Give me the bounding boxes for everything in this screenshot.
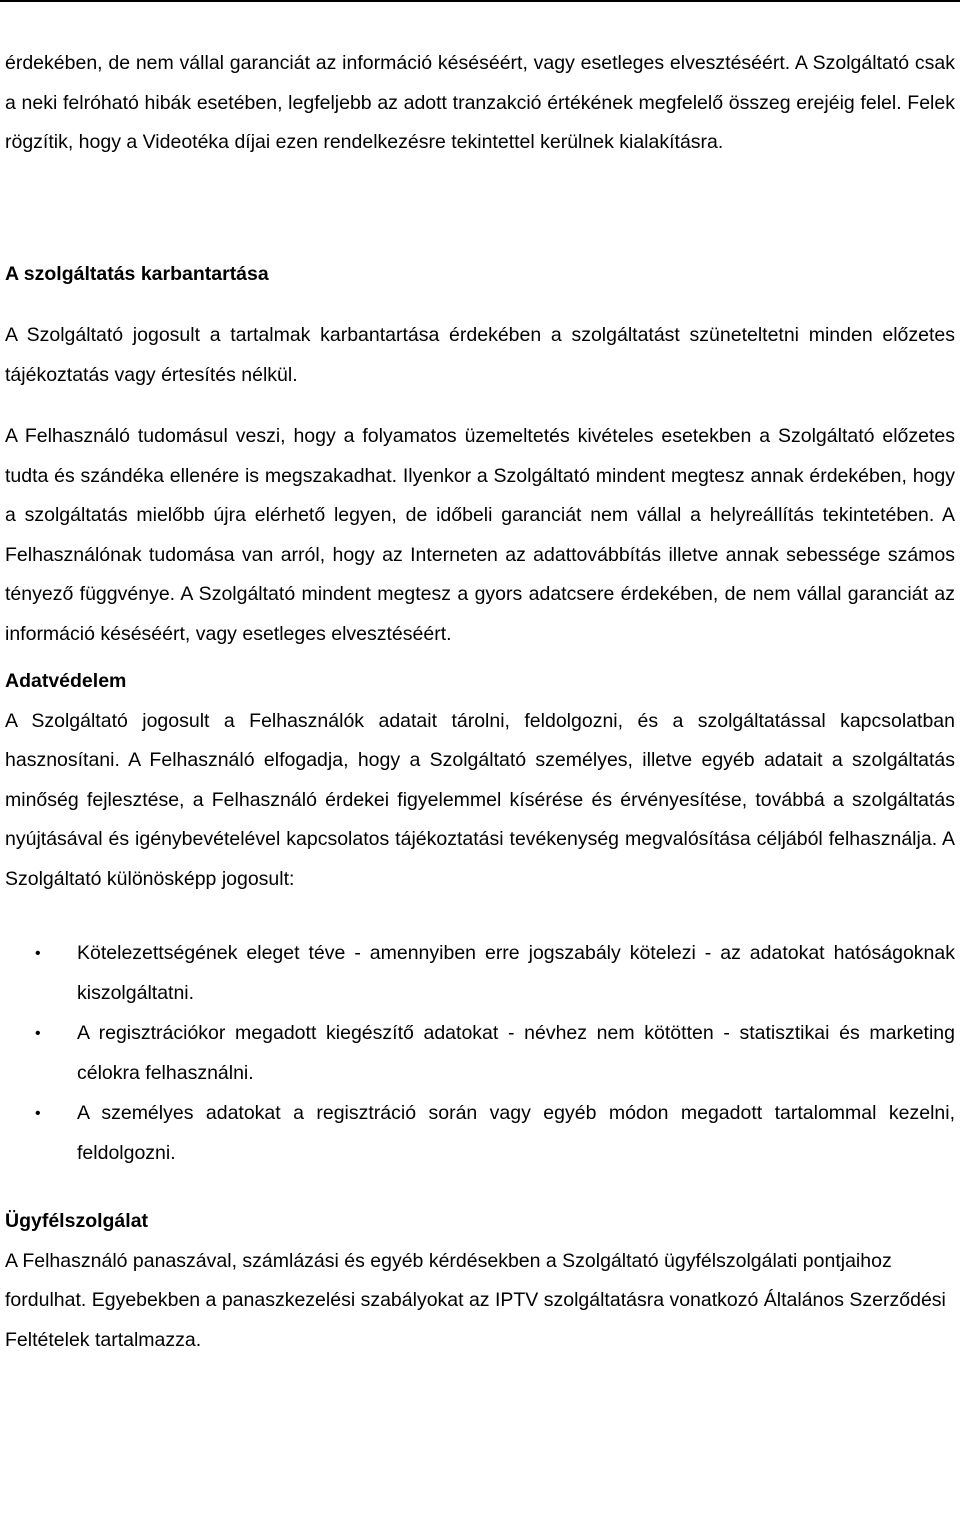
section-heading-customer-service: Ügyfélszolgálat [5,1210,149,1232]
bullet-icon: • [35,1105,41,1122]
section-heading-maintenance: A szolgáltatás karbantartása [5,262,269,285]
list-item-text: A regisztrációkor megadott kiegészítő adatokat - névhez nem kötötten - statisztikai és marketing célokra felhasználni. [77,1022,955,1084]
list-item-text: A személyes adatokat a regisztráció során vagy egyéb módon megadott tartalommal kezelni, feldolgozni. [77,1102,955,1164]
bullet-icon: • [35,945,41,962]
list-item-text: Kötelezettségének eleget téve - amennyiben erre jogszabály kötelezi - az adatokat hatóságoknak kiszolgáltatni. [77,942,955,1004]
list-item [5,1094,955,1173]
bullet-icon: • [35,1025,41,1042]
customer-service-paragraph: A Felhasználó panaszával, számlázási és egyéb kérdésekben a Szolgáltató ügyfélszolgálati pontjaihoz fordulhat. Egyebekben a panaszkezelési szabályokat az IPTV szolgáltatásra vonatkozó Általános Szerződési Feltételek tartalmazza. [5,1249,946,1351]
list-item [5,934,955,1013]
maintenance-paragraph-2: A Felhasználó tudomásul veszi, hogy a folyamatos üzemeltetés kivételes esetekben a Szolgáltató előzetes tudta és szándéka ellenére is megszakadhat. Ilyenkor a Szolgáltató mindent megtesz annak érdekében, hogy a szolgáltatás mielőbb újra elérhető legyen, de időbeli garanciát nem vállal a helyreállítás tekintetében. A Felhasználónak tudomása van arról, hogy az Interneten az adattovábbítás illetve annak sebessége számos tényező függvénye. A Szolgáltató mindent megtesz a gyors adatcsere érdekében, de nem vállal garanciát az információ késéséért, vagy esetleges elvesztéséért. [5,425,955,645]
data-protection-list [5,934,955,1173]
list-item [5,1014,955,1093]
intro-paragraph: érdekében, de nem vállal garanciát az információ késéséért, vagy esetleges elvesztéséért. A Szolgáltató csak a neki felróható hibák esetében, legfeljebb az adott tranzakció értékének megfelelő összeg erejéig felel. Felek rögzítik, hogy a Videotéka díjai ezen rendelkezésre tekintettel kerülnek kialakításra. [5,52,955,153]
section-heading-data-protection: Adatvédelem [5,670,127,692]
maintenance-paragraph-1: A Szolgáltató jogosult a tartalmak karbantartása érdekében a szolgáltatást szüneteltetni minden előzetes tájékoztatás vagy értesítés nélkül. [5,324,955,386]
data-protection-paragraph: A Szolgáltató jogosult a Felhasználók adatait tárolni, feldolgozni, és a szolgáltatással kapcsolatban hasznosítani. A Felhasználó elfogadja, hogy a Szolgáltató személyes, illetve egyéb adatait a szolgáltatás minőség fejlesztése, a Felhasználó érdekei figyelemmel kísérése és érvényesítése, továbbá a szolgáltatás nyújtásával és igénybevételével kapcsolatos tájékoztatási tevékenység megvalósítása céljából felhasználja. A Szolgáltató különösképp jogosult: [5,709,955,890]
document-page [5,44,955,1360]
top-rule [0,0,960,2]
